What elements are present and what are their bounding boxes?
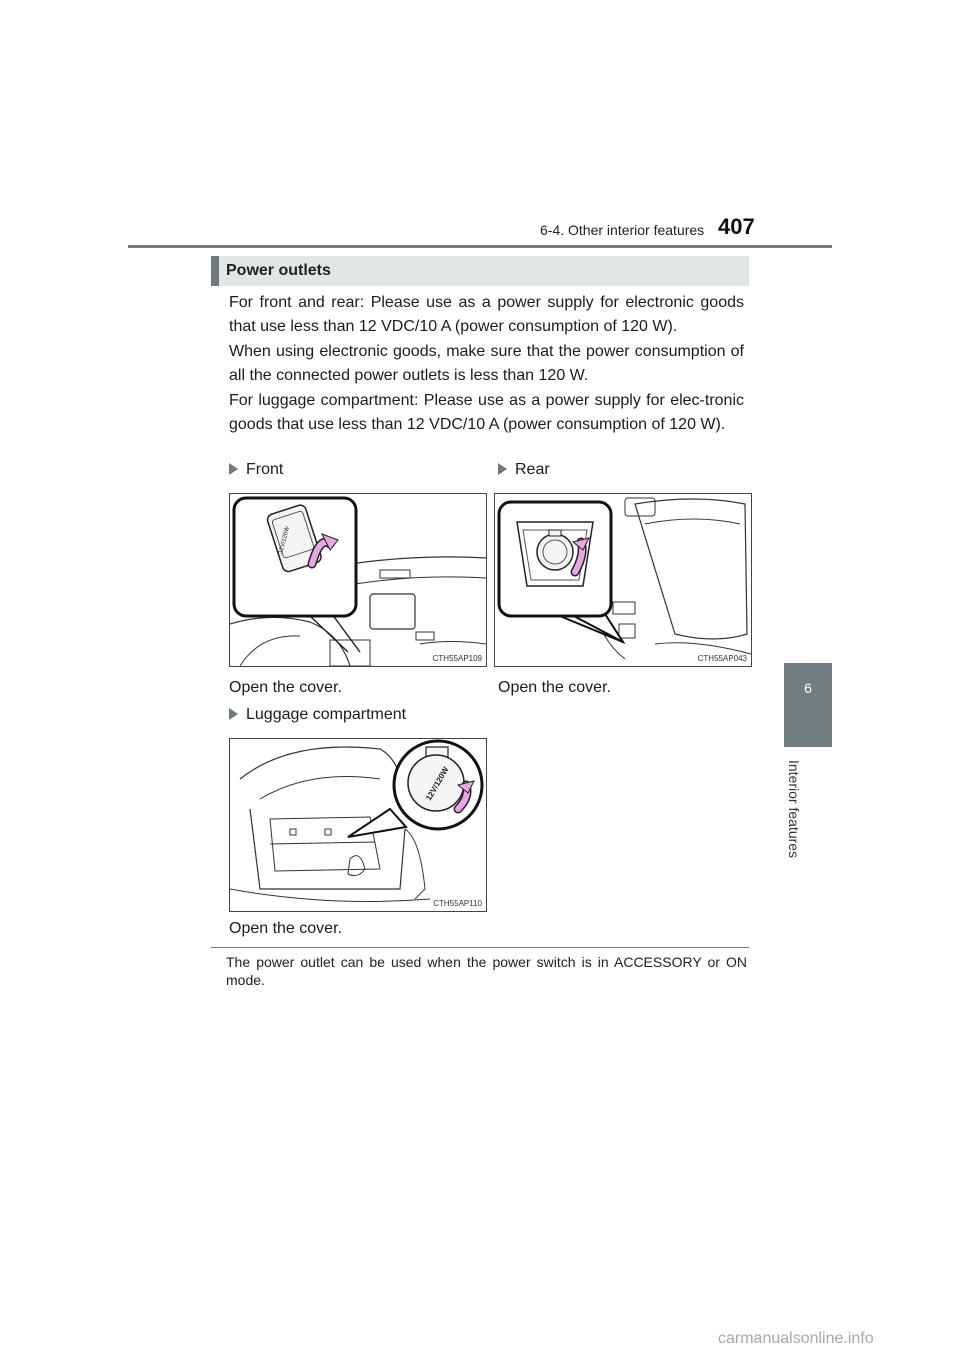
figure-code-rear: CTH55AP043 [697,654,747,663]
bullet-rear [498,461,550,479]
watermark: carmanualsonline.info [718,1330,874,1347]
chapter-number: 6 [804,680,812,696]
bullet-front-label: Front [246,461,284,478]
bullet-triangle-icon [498,463,507,475]
bullet-front [229,461,283,479]
caption-rear: Open the cover. [498,679,611,696]
bullet-rear-label: Rear [515,461,550,478]
paragraph-power-consumption: When using electronic goods, make sure that the power consumption of all the connected power outlets is less than 120 W. [229,343,744,384]
rear-outlet-illustration [495,494,751,666]
bullet-triangle-icon [229,463,238,475]
figure-code-front: CTH55AP109 [432,654,482,663]
bullet-luggage [229,706,406,724]
figure-luggage-outlet [229,738,487,912]
caption-luggage: Open the cover. [229,920,342,937]
caption-front: Open the cover. [229,679,342,696]
chapter-title-vertical [786,760,806,870]
svg-text:12V/120W: 12V/120W [278,525,292,555]
svg-text:12V/120W: 12V/120W [424,765,451,803]
page-number: 407 [718,214,755,239]
bullet-luggage-label: Luggage compartment [246,706,407,723]
bullet-triangle-icon [229,708,238,720]
section-title-accent [211,256,219,286]
figure-rear-outlet [494,493,752,667]
running-header-section: 6-4. Other interior features [540,222,705,238]
section-title: Power outlets [226,262,331,279]
front-outlet-illustration [230,494,486,666]
paragraph-front-rear: For front and rear: Please use as a power supply for electronic goods that use less than 12 VDC/10 A (power consumption of 120 W). [229,294,744,335]
figure-front-outlet [229,493,487,667]
figure-code-luggage: CTH55AP110 [433,899,482,908]
footnote-rule [211,947,749,948]
chapter-title: Interior features [786,760,802,859]
chapter-tab [784,663,832,747]
header-rule [128,245,832,248]
paragraph-luggage: For luggage compartment: Please use as a power supply for elec-tronic goods that use less than 12 VDC/10 A (power consumption of 120 W). [229,392,744,433]
luggage-outlet-illustration [230,739,486,911]
footnote-text: The power outlet can be used when the power switch is in ACCESSORY or ON mode. [226,954,747,988]
